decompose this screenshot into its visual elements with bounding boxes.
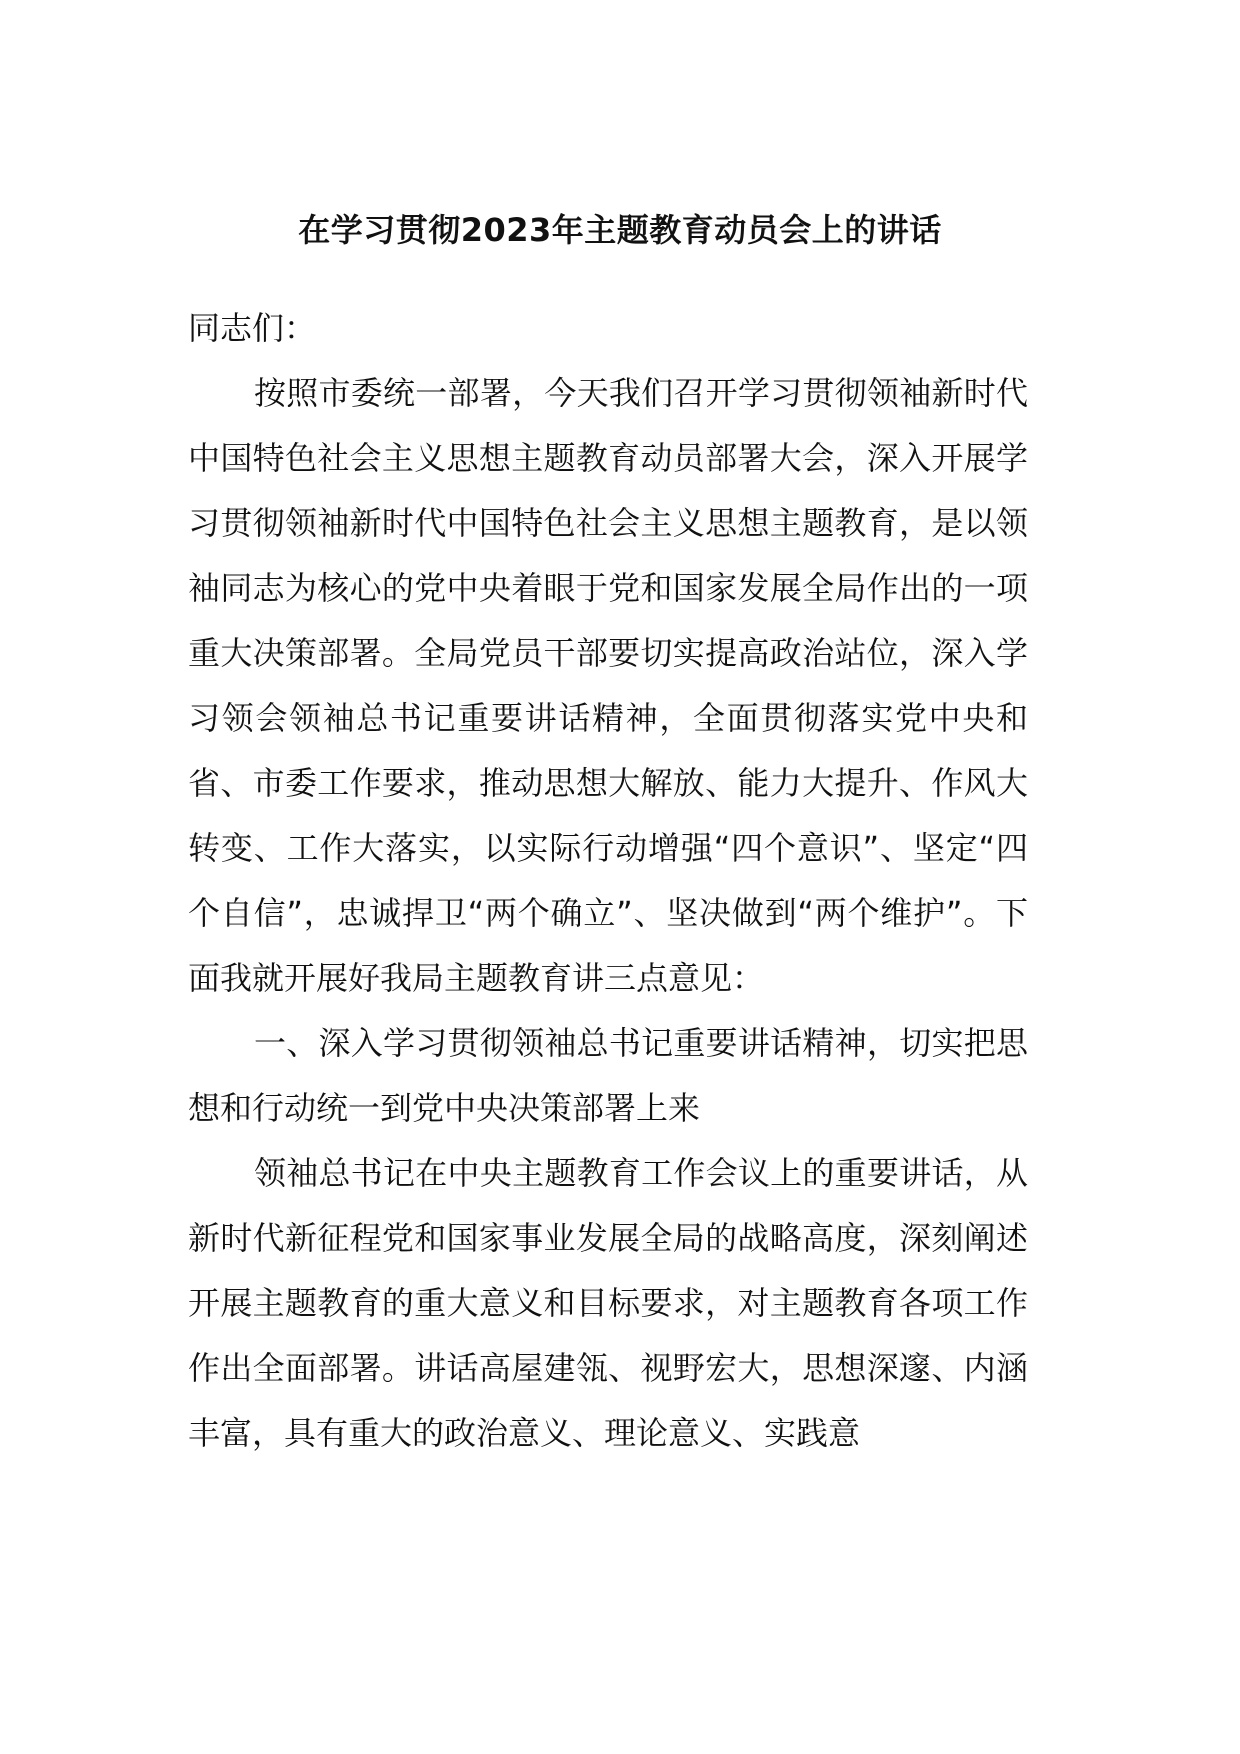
paragraph-intro: 按照市委统一部署，今天我们召开学习贯彻领袖新时代中国特色社会主义思想主题教育动员部署大会，深入开展学习贯彻领袖新时代中国特色社会主义思想主题教育，是以领袖同志为核心的党中央着眼于党和国家发展全局作出的一项重大决策部署。全局党员干部要切实提高政治站位，深入学习领会领袖总书记重要讲话精神，全面贯彻落实党中央和省、市委工作要求，推动思想大解放、能力大提升、作风大转变、工作大落实，以实际行动增强“四个意识”、坚定“四个自信”，忠诚捍卫“两个确立”、坚决做到“两个维护”。下面我就开展好我局主题教育讲三点意见： bbox=[188, 374, 1028, 997]
document-title: 在学习贯彻2023年主题教育动员会上的讲话 bbox=[298, 211, 942, 249]
section-heading-1: 一、深入学习贯彻领袖总书记重要讲话精神，切实把思想和行动统一到党中央决策部署上来 bbox=[188, 1024, 1028, 1127]
paragraph-section-1: 领袖总书记在中央主题教育工作会议上的重要讲话，从新时代新征程党和国家事业发展全局的战略高度，深刻阐述开展主题教育的重大意义和目标要求，对主题教育各项工作作出全面部署。讲话高屋建瓴、视野宏大，思想深邃、内涵丰富，具有重大的政治意义、理论意义、实践意 bbox=[188, 1154, 1028, 1452]
document-body bbox=[188, 296, 1028, 1466]
salutation: 同志们： bbox=[188, 309, 317, 347]
